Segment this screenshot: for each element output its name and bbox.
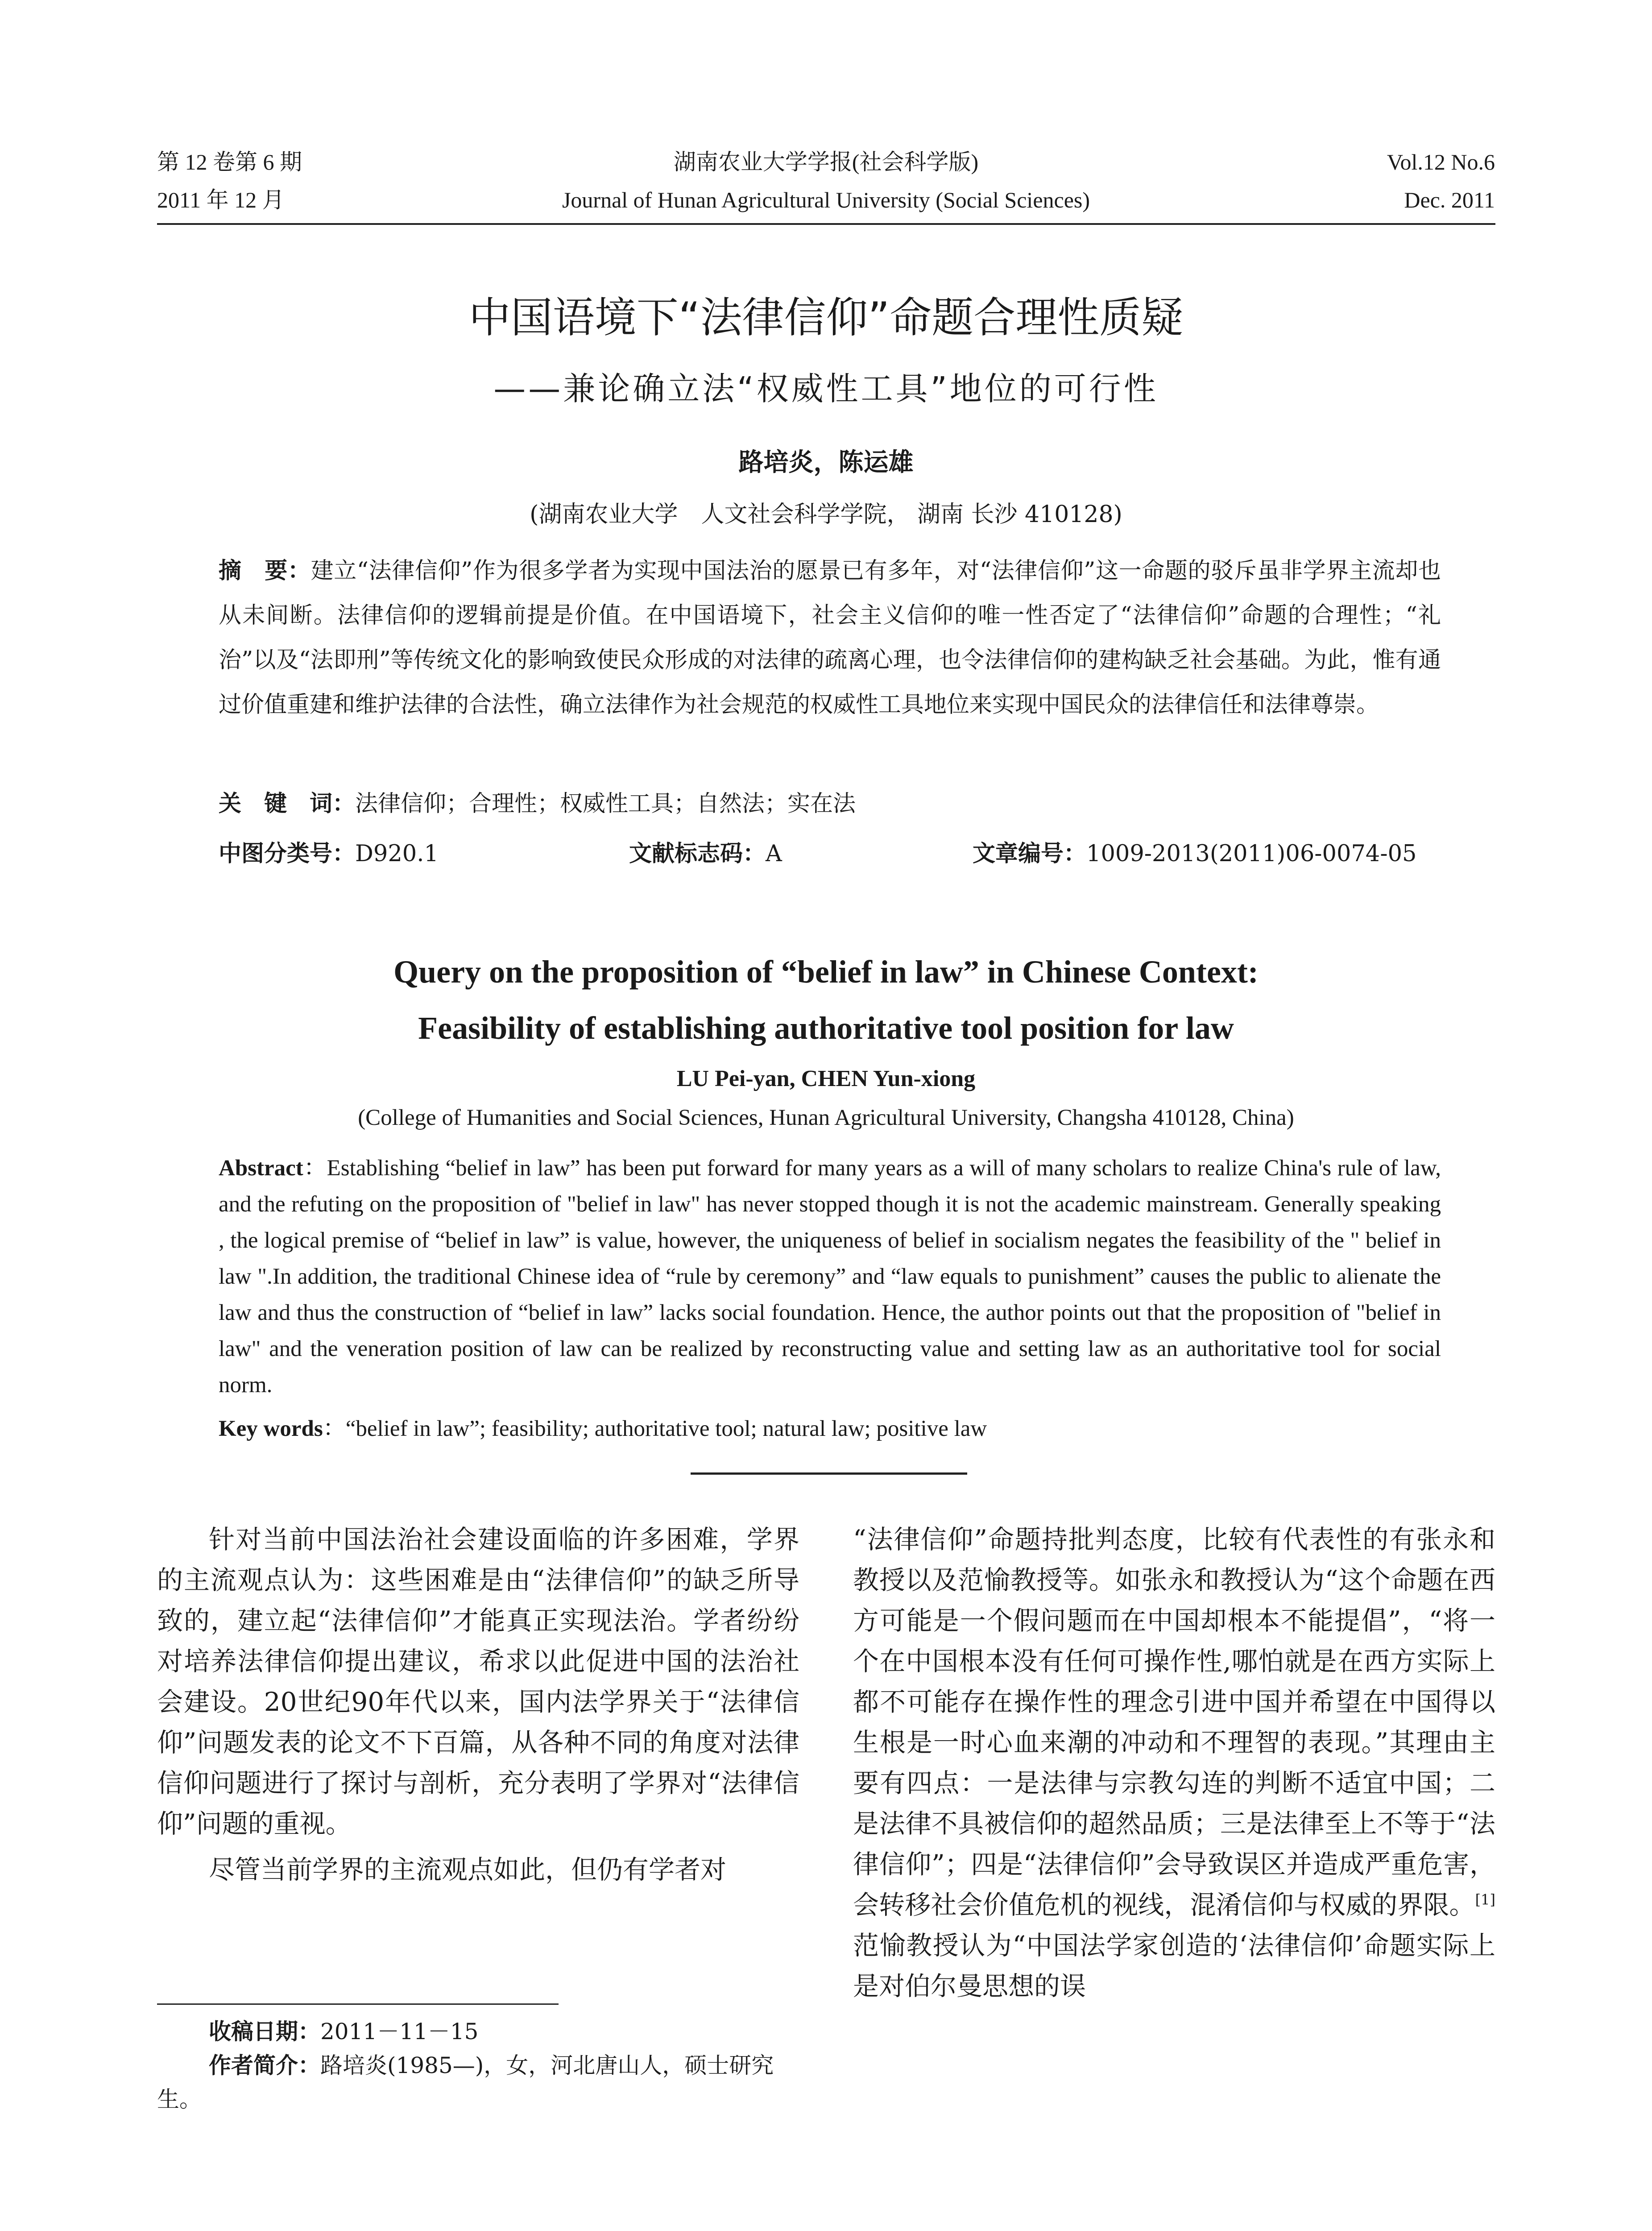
document-code — [629, 840, 782, 868]
author-label: 作者简介： — [209, 2053, 320, 2078]
received-label: 收稿日期： — [209, 2019, 320, 2044]
abstract-en-label: Abstract — [219, 1156, 303, 1181]
keywords-cn — [219, 790, 1441, 818]
header-journal-en: Journal of Hunan Agricultural University (Social Sciences) — [562, 187, 1090, 212]
footnote-author — [157, 2049, 799, 2116]
article-number — [973, 840, 1416, 868]
keywords-cn-text: 法律信仰；合理性；权威性工具；自然法；实在法 — [355, 791, 856, 817]
header-date: 2011 年 12 月 — [157, 187, 285, 212]
section-divider — [691, 1472, 967, 1475]
abstract-cn — [219, 549, 1441, 727]
clc-number — [219, 840, 439, 868]
abstract-cn-text: 建立“法律信仰”作为很多学者为实现中国法治的愿景已有多年，对“法律信仰”这一命题的驳斥虽非学界主流却也从未间断。法律信仰的逻辑前提是价值。在中国语境下，社会主义信仰的唯一性否定了“法律信仰”命题的合理性；“礼治”以及“法即刑”等传统文化的影响致使民众形成的对法律的疏离心理，也令法律信仰的建构缺乏社会基础。为此，惟有通过价值重建和维护法律的合法性，确立法律作为社会规范的权威性工具地位来实现中国民众的法律信任和法律尊崇。 — [219, 558, 1441, 718]
body-text: 范愉教授认为“中国法学家创造的‘法律信仰’命题实际上是对伯尔曼思想的误 — [853, 1930, 1495, 2001]
header-rule — [157, 223, 1495, 225]
header-vol-no: Vol.12 No.6 — [1387, 149, 1495, 174]
abstract-cn-label: 摘 要： — [219, 558, 311, 584]
keywords-en — [219, 1414, 1441, 1443]
header-issue-date: Dec. 2011 — [1404, 187, 1495, 212]
authors-en: LU Pei-yan, CHEN Yun-xiong — [676, 1066, 976, 1091]
article-number-label: 文章编号： — [973, 841, 1087, 867]
article-number-value: 1009-2013(2011)06-0074-05 — [1086, 841, 1417, 867]
abstract-en — [219, 1150, 1441, 1403]
doc-code-label: 文献标志码： — [629, 841, 766, 867]
body-paragraph — [853, 1519, 1495, 2007]
footnote-received — [157, 2015, 799, 2049]
doc-code-value: A — [766, 841, 782, 867]
body-right-column — [853, 1519, 1495, 2007]
abstract-en-text: Establishing “belief in law” has been put forward for many years as a will of many scholars to realize China's rule of law, and the refuting on the proposition of "belief in law" has never stopped though it is not the academic mainstream. Generally speaking , the logical premise of “belief in law” is value, however, the uniqueness of belief in socialism negates the feasibility of the " belief in law ".In addition, the traditional Chinese idea of “rule by ceremony” and “law equals to punishment” causes the public to alienate the law and thus the construction of “belief in law” lacks social foundation. Hence, the author points out that the proposition of "belief in law" and the veneration position of law can be realized by reconstructing value and setting law as an authoritative tool for social norm. — [219, 1156, 1441, 1397]
received-value: 2011－11－15 — [320, 2019, 479, 2044]
keywords-cn-label: 关 键 词： — [219, 791, 356, 817]
body-paragraph: 针对当前中国法治社会建设面临的许多困难，学界的主流观点认为：这些困难是由“法律信仰”的缺乏所导致的，建立起“法律信仰”才能真正实现法治。学者纷纷对培养法律信仰提出建议，希求以此促进中国的法治社会建设。20世纪90年代以来，国内法学界关于“法律信仰”问题发表的论文不下百篇，从各种不同的角度对法律信仰问题进行了探讨与剖析，充分表明了学界对“法律信仰”问题的重视。 — [157, 1524, 799, 1839]
body-text: “法律信仰”命题持批判态度，比较有代表性的有张永和教授以及范愉教授等。如张永和教授认为“这个命题在西方可能是一个假问题而在中国却根本不能提倡”，“将一个在中国根本没有任何可操作性,哪怕就是在西方实际上都不可能存在操作性的理念引进中国并希望在中国得以生根是一时心血来潮的冲动和不理智的表现。”其理由主要有四点：一是法律与宗教勾连的判断不适宜中国；二是法律不具被信仰的超然品质；三是法律至上不等于“法律信仰”；四是“法律信仰”会导致误区并造成严重危害，会转移社会价值危机的视线，混淆信仰与权威的界限。 — [853, 1524, 1495, 1920]
body-paragraph: 尽管当前学界的主流观点如此，但仍有学者对 — [209, 1854, 727, 1885]
body-left-column — [157, 1519, 799, 1890]
page-title: 中国语境下“法律信仰”命题合理性质疑 — [468, 294, 1184, 342]
affiliation-en: (College of Humanities and Social Sciences, Hunan Agricultural University, Changsha 410128, China) — [358, 1105, 1294, 1130]
clc-label: 中图分类号： — [219, 841, 356, 867]
footnote-rule — [157, 2003, 559, 2005]
english-title-line1: Query on the proposition of “belief in law” in Chinese Context: — [393, 954, 1259, 990]
reference-marker: [1] — [1475, 1891, 1495, 1908]
page-subtitle: ——兼论确立法“权威性工具”地位的可行性 — [493, 370, 1159, 407]
keywords-en-label: Key words — [219, 1416, 323, 1441]
footnote — [157, 2015, 799, 2116]
header-journal-cn: 湖南农业大学学报(社会科学版) — [673, 149, 979, 174]
keywords-en-sep: ： — [323, 1416, 346, 1441]
authors-cn: 路培炎，陈运雄 — [738, 448, 914, 477]
abstract-en-sep: ： — [303, 1156, 327, 1181]
author-value: 路培炎(1985—)，女，河北唐山人，硕士研究生。 — [157, 2053, 774, 2112]
affiliation-cn: (湖南农业大学 人文社会科学学院， 湖南 长沙 410128) — [530, 501, 1122, 528]
keywords-en-text: “belief in law”; feasibility; authoritative tool; natural law; positive law — [345, 1416, 987, 1441]
header-volume: 第 12 卷第 6 期 — [157, 149, 302, 174]
clc-value: D920.1 — [355, 841, 439, 867]
english-title-line2: Feasibility of establishing authoritative tool position for law — [418, 1010, 1234, 1046]
